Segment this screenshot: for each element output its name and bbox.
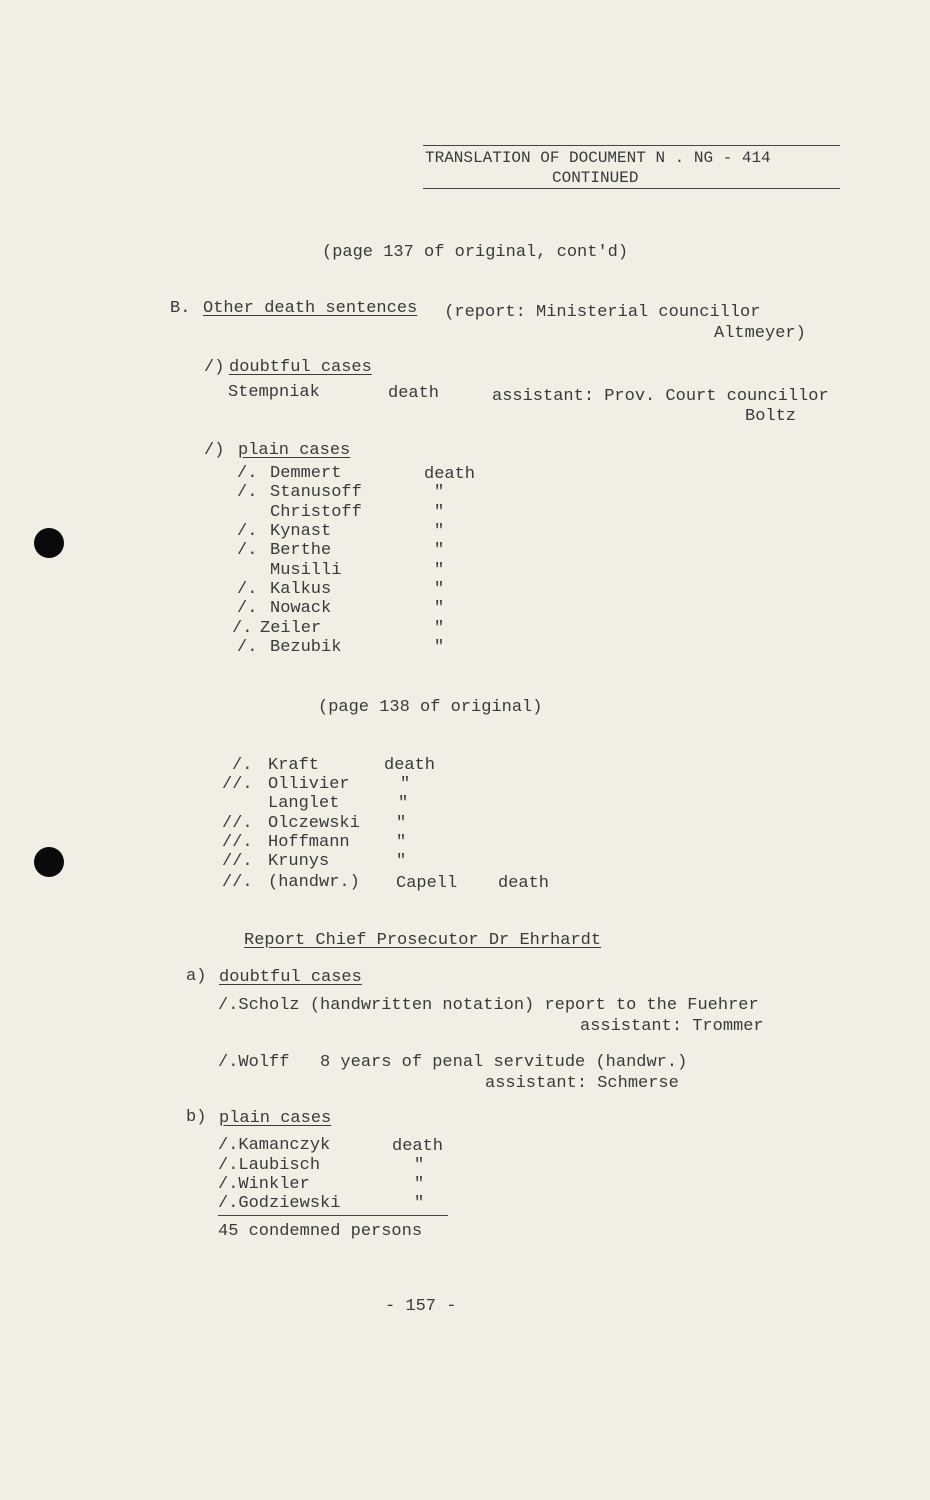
list-item-verdict: " xyxy=(434,522,445,541)
list-item-num: //. xyxy=(222,775,253,794)
list-item-num: /. xyxy=(237,483,258,502)
list-item-name: Langlet xyxy=(268,794,340,813)
page-note-138: (page 138 of original) xyxy=(318,698,543,717)
doubtful-assistant: assistant: Prov. Court councillor xyxy=(492,387,829,406)
list-item-verdict: death xyxy=(384,756,436,775)
list-item-name: (handwr.) xyxy=(268,873,360,892)
list-item-num: /. xyxy=(237,464,258,483)
section-b-label: B. xyxy=(170,299,191,318)
list-item-name: Berthe xyxy=(270,541,332,560)
doubtful-assistant-name: Boltz xyxy=(745,407,797,426)
section-b-title: Other death sentences xyxy=(203,299,418,318)
list-item-name: /.Godziewski xyxy=(218,1194,341,1213)
list-item-verdict: " xyxy=(396,833,407,852)
document-header-line1: TRANSLATION OF DOCUMENT N . NG - 414 xyxy=(425,149,771,167)
page-note-137: (page 137 of original, cont'd) xyxy=(322,243,629,262)
list-item-name: Olczewski xyxy=(268,814,360,833)
punch-hole-bottom xyxy=(34,847,64,877)
list-item-name: Kynast xyxy=(270,522,332,541)
section-b-reporter-name: Altmeyer) xyxy=(714,324,806,343)
report-doubtful-label: a) xyxy=(186,967,207,986)
list-item-verdict: " xyxy=(434,638,445,657)
list-item-num: /. xyxy=(237,522,258,541)
list-item-verdict: " xyxy=(414,1156,425,1175)
list-item-num: /. xyxy=(237,638,258,657)
list-item-num: /. xyxy=(237,599,258,618)
list-item-verdict: " xyxy=(434,561,445,580)
doubtful-label: /) xyxy=(204,358,225,377)
list-item-verdict: death xyxy=(424,465,476,484)
list-item-extra-verdict: death xyxy=(498,874,550,893)
list-item-name: Demmert xyxy=(270,464,342,483)
report-doubtful-item-1: /.Scholz (handwritten notation) report to the Fuehrer xyxy=(218,996,759,1015)
page-number: - 157 - xyxy=(385,1297,457,1316)
report-doubtful-item-2-assistant: assistant: Schmerse xyxy=(485,1074,679,1093)
plain-label: /) xyxy=(204,441,225,460)
list-item-name: Bezubik xyxy=(270,638,342,657)
list-item-name: Hoffmann xyxy=(268,833,350,852)
list-item-num: /. xyxy=(232,756,253,775)
list-item-verdict: " xyxy=(434,619,445,638)
list-item-verdict: " xyxy=(414,1194,425,1213)
list-item-name: Kalkus xyxy=(270,580,332,599)
list-item-verdict: " xyxy=(434,503,445,522)
list-item-name: Kraft xyxy=(268,756,320,775)
report-plain-heading: plain cases xyxy=(219,1109,332,1128)
doubtful-verdict: death xyxy=(388,384,440,403)
list-item-verdict: Capell xyxy=(396,874,458,893)
list-item-verdict: " xyxy=(398,794,409,813)
plain-heading: plain cases xyxy=(238,441,351,460)
list-item-verdict: death xyxy=(392,1137,444,1156)
list-item-name: Stanusoff xyxy=(270,483,362,502)
list-item-name: Musilli xyxy=(270,561,342,580)
list-item-verdict: " xyxy=(434,599,445,618)
condemned-total: 45 condemned persons xyxy=(218,1222,423,1241)
list-item-num: //. xyxy=(222,852,253,871)
list-item-verdict: " xyxy=(434,580,445,599)
list-item-verdict: " xyxy=(434,483,445,502)
doubtful-heading: doubtful cases xyxy=(229,358,372,377)
list-item-name: Ollivier xyxy=(268,775,350,794)
list-item-name: Nowack xyxy=(270,599,332,618)
list-item-verdict: " xyxy=(400,775,411,794)
list-item-name: Krunys xyxy=(268,852,330,871)
report-doubtful-item-1-assistant: assistant: Trommer xyxy=(580,1017,764,1036)
report-doubtful-heading: doubtful cases xyxy=(219,968,362,987)
total-rule xyxy=(218,1215,448,1216)
list-item-verdict: " xyxy=(396,814,407,833)
list-item-num: //. xyxy=(222,814,253,833)
report-plain-label: b) xyxy=(186,1108,207,1127)
report-doubtful-item-2: /.Wolff 8 years of penal servitude (handwr.) xyxy=(218,1053,688,1072)
report-chief-title: Report Chief Prosecutor Dr Ehrhardt xyxy=(244,931,602,950)
list-item-name: Christoff xyxy=(270,503,362,522)
punch-hole-top xyxy=(34,528,64,558)
section-b-reporter: (report: Ministerial councillor xyxy=(434,303,761,322)
list-item-name: Zeiler xyxy=(260,619,322,638)
list-item-verdict: " xyxy=(434,541,445,560)
list-item-num: //. xyxy=(222,833,253,852)
list-item-num: //. xyxy=(222,873,253,892)
list-item-verdict: " xyxy=(414,1175,425,1194)
list-item-num: /. xyxy=(232,619,253,638)
header-rule-bottom xyxy=(423,188,840,189)
list-item-name: /.Laubisch xyxy=(218,1156,321,1175)
list-item-verdict: " xyxy=(396,852,407,871)
list-item-name: /.Winkler xyxy=(218,1175,310,1194)
list-item-name: /.Kamanczyk xyxy=(218,1136,331,1155)
list-item-num: /. xyxy=(237,580,258,599)
document-header-line2: CONTINUED xyxy=(552,169,639,187)
doubtful-name: Stempniak xyxy=(228,383,320,402)
header-rule-top xyxy=(423,145,840,146)
list-item-num: /. xyxy=(237,541,258,560)
